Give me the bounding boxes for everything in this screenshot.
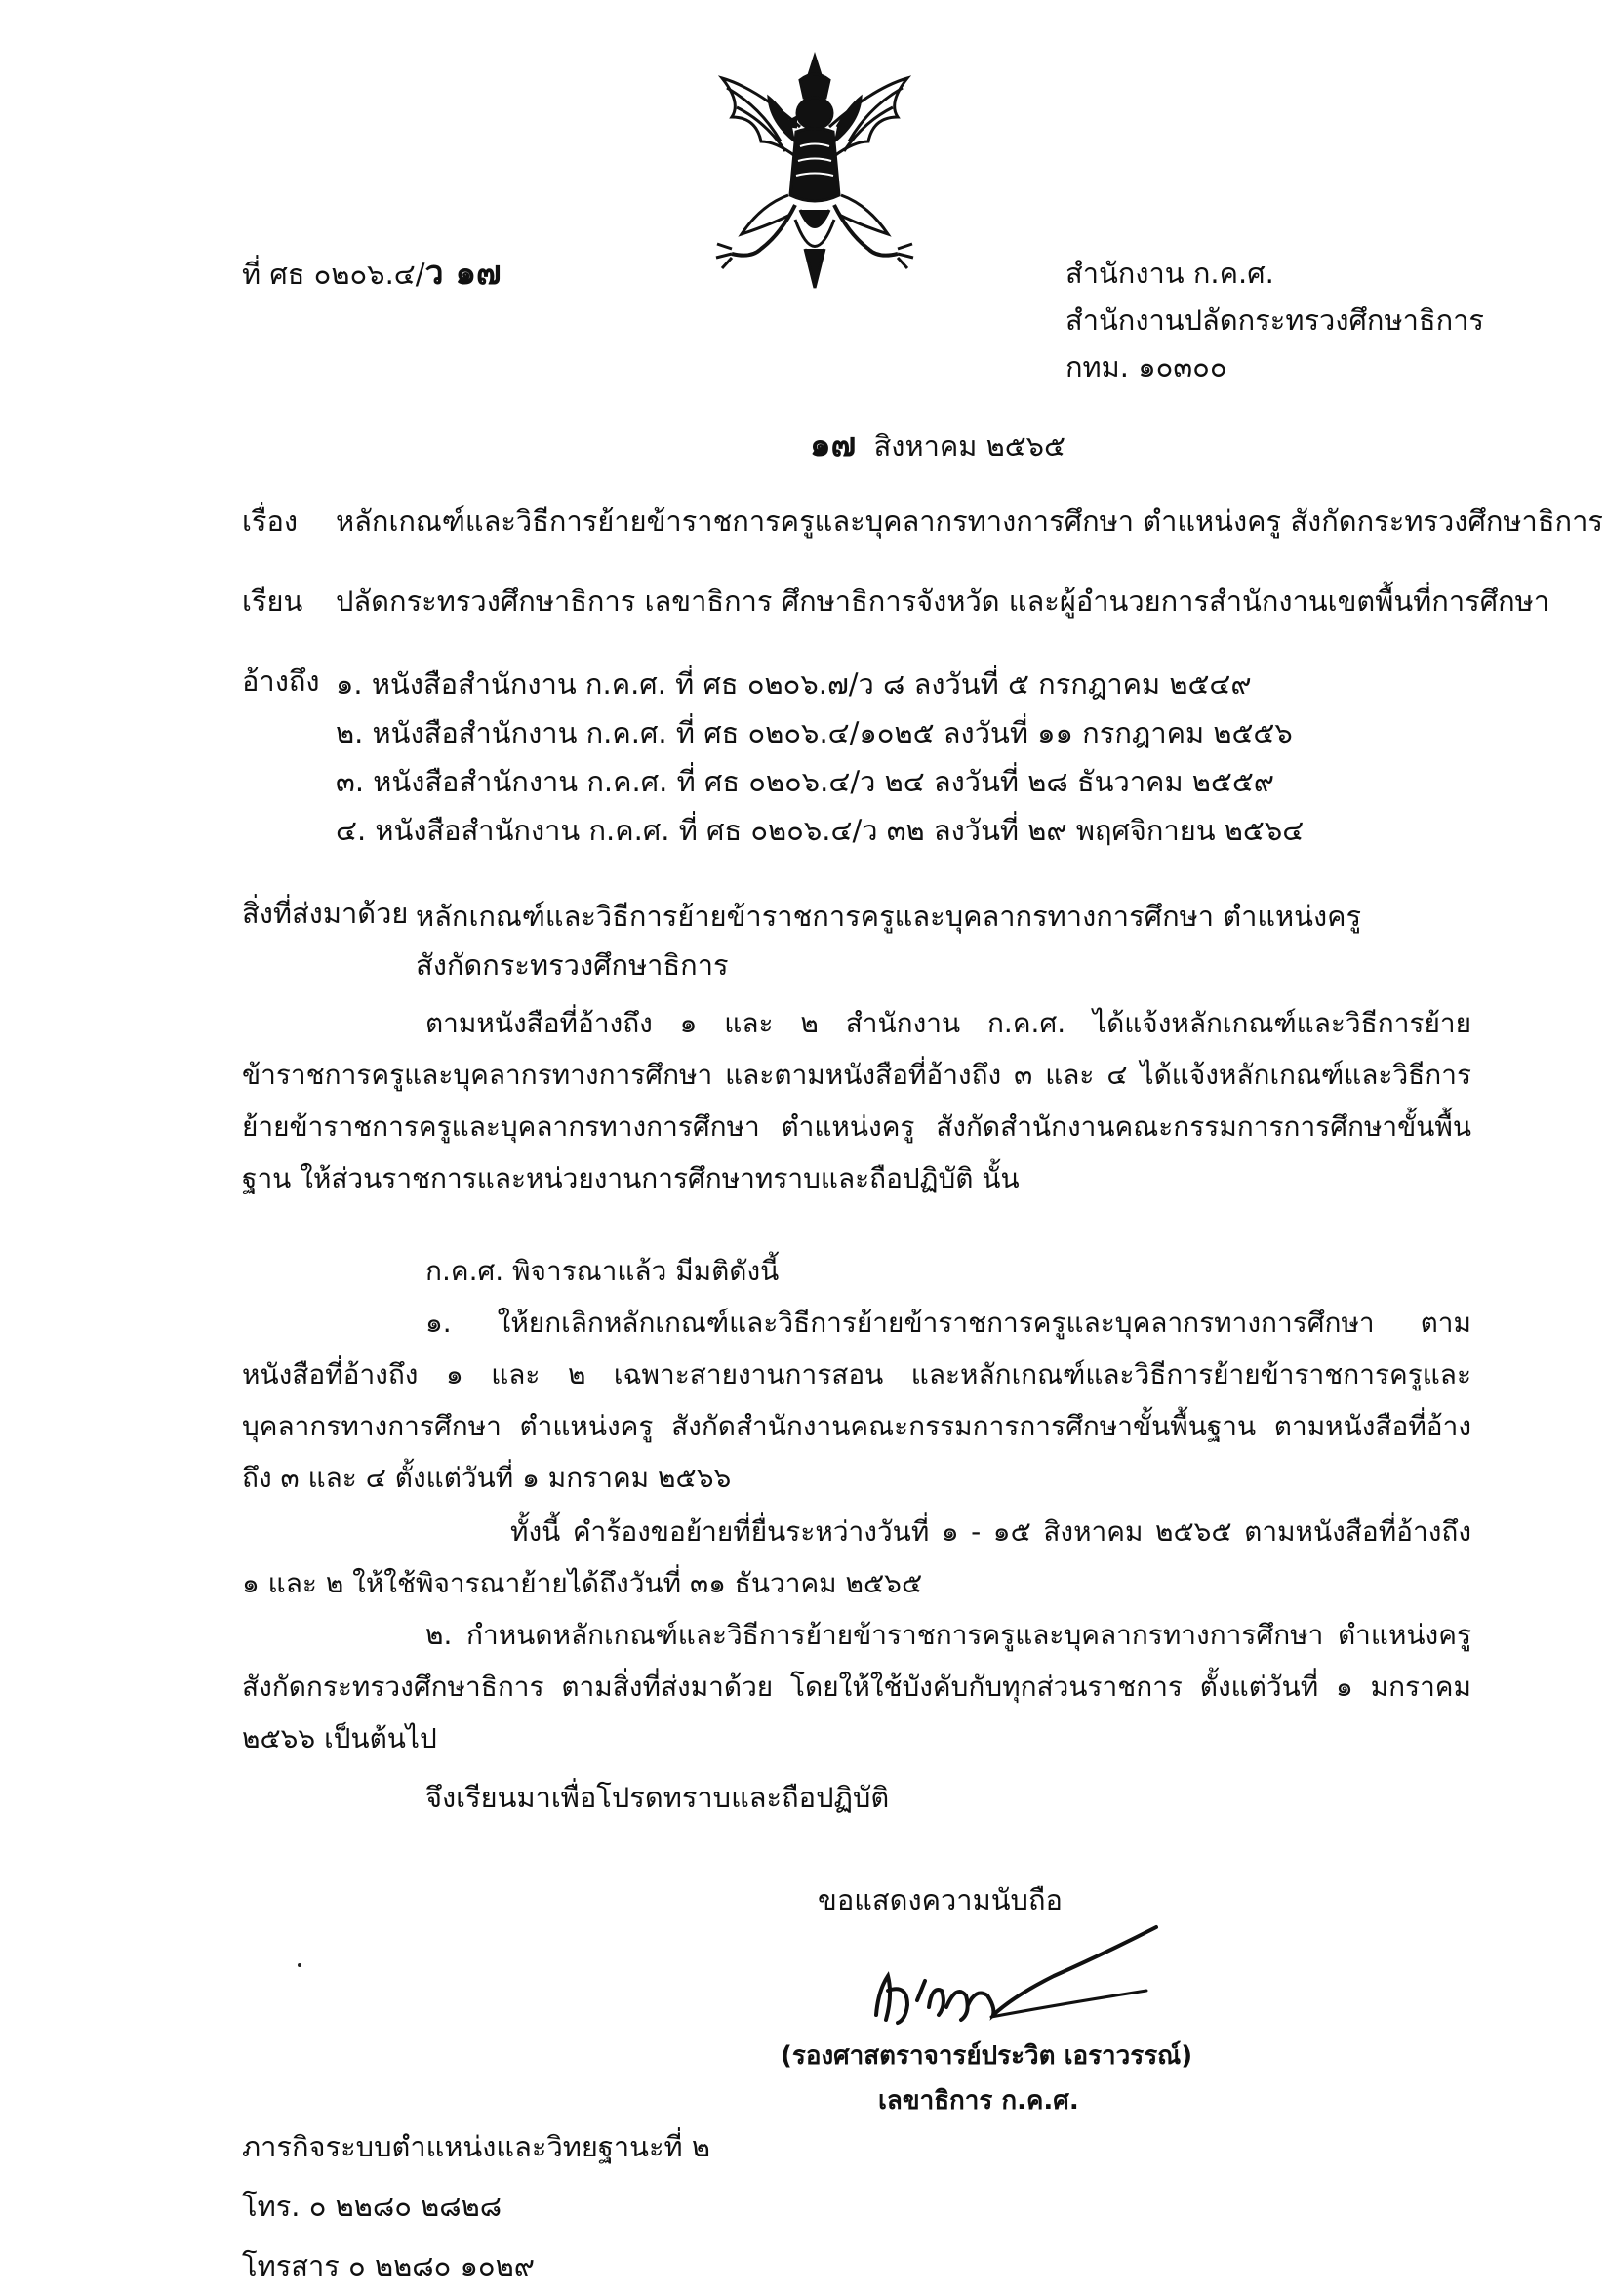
closing-statement: จึงเรียนมาเพื่อโปรดทราบและถือปฏิบัติ	[425, 1781, 890, 1814]
garuda-emblem	[703, 49, 927, 302]
body-paragraph-5-wrap	[242, 1609, 1471, 1764]
footer-department: ภารกิจระบบตำแหน่งและวิทยฐานะที่ ๒	[242, 2130, 710, 2163]
contact-footer	[242, 2117, 710, 2296]
date-day-handwritten: ๑๗	[810, 425, 857, 464]
enclosure-line: หลักเกณฑ์และวิธีการย้ายข้าราชการครูและบุคลากรทางการศึกษา ตำแหน่งครู	[416, 900, 1362, 933]
issuing-office	[1065, 250, 1484, 390]
body-paragraph: ก.ค.ศ. พิจารณาแล้ว มีมติดังนี้	[425, 1255, 780, 1287]
scan-speck	[298, 1963, 301, 1967]
body-paragraph-3-wrap	[242, 1297, 1471, 1504]
complimentary-close: ขอแสดงความนับถือ	[818, 1883, 1063, 1916]
body-paragraph: ๑. ให้ยกเลิกหลักเกณฑ์และวิธีการย้ายข้าราชการครูและบุคลากรทางการศึกษา ตามหนังสือที่อ้างถึง ๑ และ ๒ เฉพาะสายงานการสอน และหลักเกณฑ์และวิธีการย้ายข้าราชการครูและบุคลากรทางการศึกษา ตำแหน่งครู สังกัดสำนักงานคณะกรรมการการศึกษาขั้นพื้นฐาน ตามหนังสือที่อ้างถึง ๓ และ ๔ ตั้งแต่วันที่ ๑ มกราคม ๒๕๖๖	[242, 1307, 1471, 1494]
document-date	[810, 423, 1065, 467]
recipient-label: เรียน	[242, 584, 303, 618]
reference-item: ๑. หนังสือสำนักงาน ก.ค.ศ. ที่ ศธ ๐๒๐๖.๗/ว ๘ ลงวันที่ ๕ กรกฎาคม ๒๕๔๙	[336, 667, 1252, 701]
body-paragraph: ตามหนังสือที่อ้างถึง ๑ และ ๒ สำนักงาน ก.ค.ศ. ได้แจ้งหลักเกณฑ์และวิธีการย้ายข้าราชการครูและบุคลากรทางการศึกษา และตามหนังสือที่อ้างถึง ๓ และ ๔ ได้แจ้งหลักเกณฑ์และวิธีการย้ายข้าราชการครูและบุคลากรทางการศึกษา ตำแหน่งครู สังกัดสำนักงานคณะกรรมการการศึกษาขั้นพื้นฐาน ให้ส่วนราชการและหน่วยงานการศึกษาทราบและถือปฏิบัติ นั้น	[242, 1007, 1471, 1194]
body-paragraph-2-wrap	[242, 1245, 1471, 1297]
reference-item: ๓. หนังสือสำนักงาน ก.ค.ศ. ที่ ศธ ๐๒๐๖.๔/ว ๒๔ ลงวันที่ ๒๘ ธันวาคม ๒๕๕๙	[336, 765, 1275, 798]
document-number	[242, 252, 502, 296]
body-paragraph: ๒. กำหนดหลักเกณฑ์และวิธีการย้ายข้าราชการครูและบุคลากรทางการศึกษา ตำแหน่งครู สังกัดกระทรวงศึกษาธิการ ตามสิ่งที่ส่งมาด้วย โดยให้ใช้บังคับกับทุกส่วนราชการ ตั้งแต่วันที่ ๑ มกราคม ๒๕๖๖ เป็นต้นไป	[242, 1619, 1471, 1754]
body-paragraph: ทั้งนี้ คำร้องขอย้ายที่ยื่นระหว่างวันที่ ๑ - ๑๕ สิงหาคม ๒๕๖๕ ตามหนังสือที่อ้างถึง ๑ และ ๒ ให้ใช้พิจารณาย้ายได้ถึงวันที่ ๓๑ ธันวาคม ๒๕๖๕	[242, 1515, 1472, 1599]
body-paragraph-1-wrap	[242, 997, 1471, 1204]
subject-text: หลักเกณฑ์และวิธีการย้ายข้าราชการครูและบุคลากรทางการศึกษา ตำแหน่งครู สังกัดกระทรวงศึกษาธิการ	[336, 504, 1603, 538]
footer-phone: โทร. ๐ ๒๒๘๐ ๒๘๒๘	[242, 2190, 502, 2223]
signature-block	[761, 1878, 1249, 2132]
reference-item: ๒. หนังสือสำนักงาน ก.ค.ศ. ที่ ศธ ๐๒๐๖.๔/๑๐๒๕ ลงวันที่ ๑๑ กรกฎาคม ๒๕๕๖	[336, 716, 1293, 749]
subject-label: เรื่อง	[242, 504, 299, 538]
office-line: กทม. ๑๐๓๐๐	[1065, 350, 1227, 383]
references-label: อ้างถึง	[242, 665, 320, 698]
handwritten-signature	[761, 1898, 1171, 2044]
enclosure-line: สังกัดกระทรวงศึกษาธิการ	[416, 948, 729, 982]
reference-item: ๔. หนังสือสำนักงาน ก.ค.ศ. ที่ ศธ ๐๒๐๖.๔/ว ๓๒ ลงวันที่ ๒๙ พฤศจิกายน ๒๕๖๔	[336, 814, 1305, 847]
recipient-text: ปลัดกระทรวงศึกษาธิการ เลขาธิการ ศึกษาธิการจังหวัด และผู้อำนวยการสำนักงานเขตพื้นที่การศึกษา	[336, 584, 1550, 618]
signer-name: (รองศาสตราจารย์ประวิต เอราวรรณ์)	[781, 2041, 1193, 2071]
footer-fax: โทรสาร ๐ ๒๒๘๐ ๑๐๒๙	[242, 2249, 535, 2282]
office-line: สำนักงาน ก.ค.ศ.	[1065, 257, 1274, 290]
enclosure-label: สิ่งที่ส่งมาด้วย	[242, 897, 409, 930]
enclosure-text	[416, 892, 1361, 989]
date-month-year: สิงหาคม ๒๕๖๕	[873, 429, 1066, 463]
office-line: สำนักงานปลัดกระทรวงศึกษาธิการ	[1065, 303, 1484, 337]
references-list	[336, 660, 1304, 855]
body-paragraph-4-wrap	[242, 1506, 1471, 1609]
document-number-text: ที่ ศธ ๐๒๐๖.๔/	[242, 258, 425, 291]
document-number-handwritten: ว ๑๗	[424, 254, 502, 293]
signer-position: เลขาธิการ ก.ค.ศ.	[878, 2086, 1079, 2115]
